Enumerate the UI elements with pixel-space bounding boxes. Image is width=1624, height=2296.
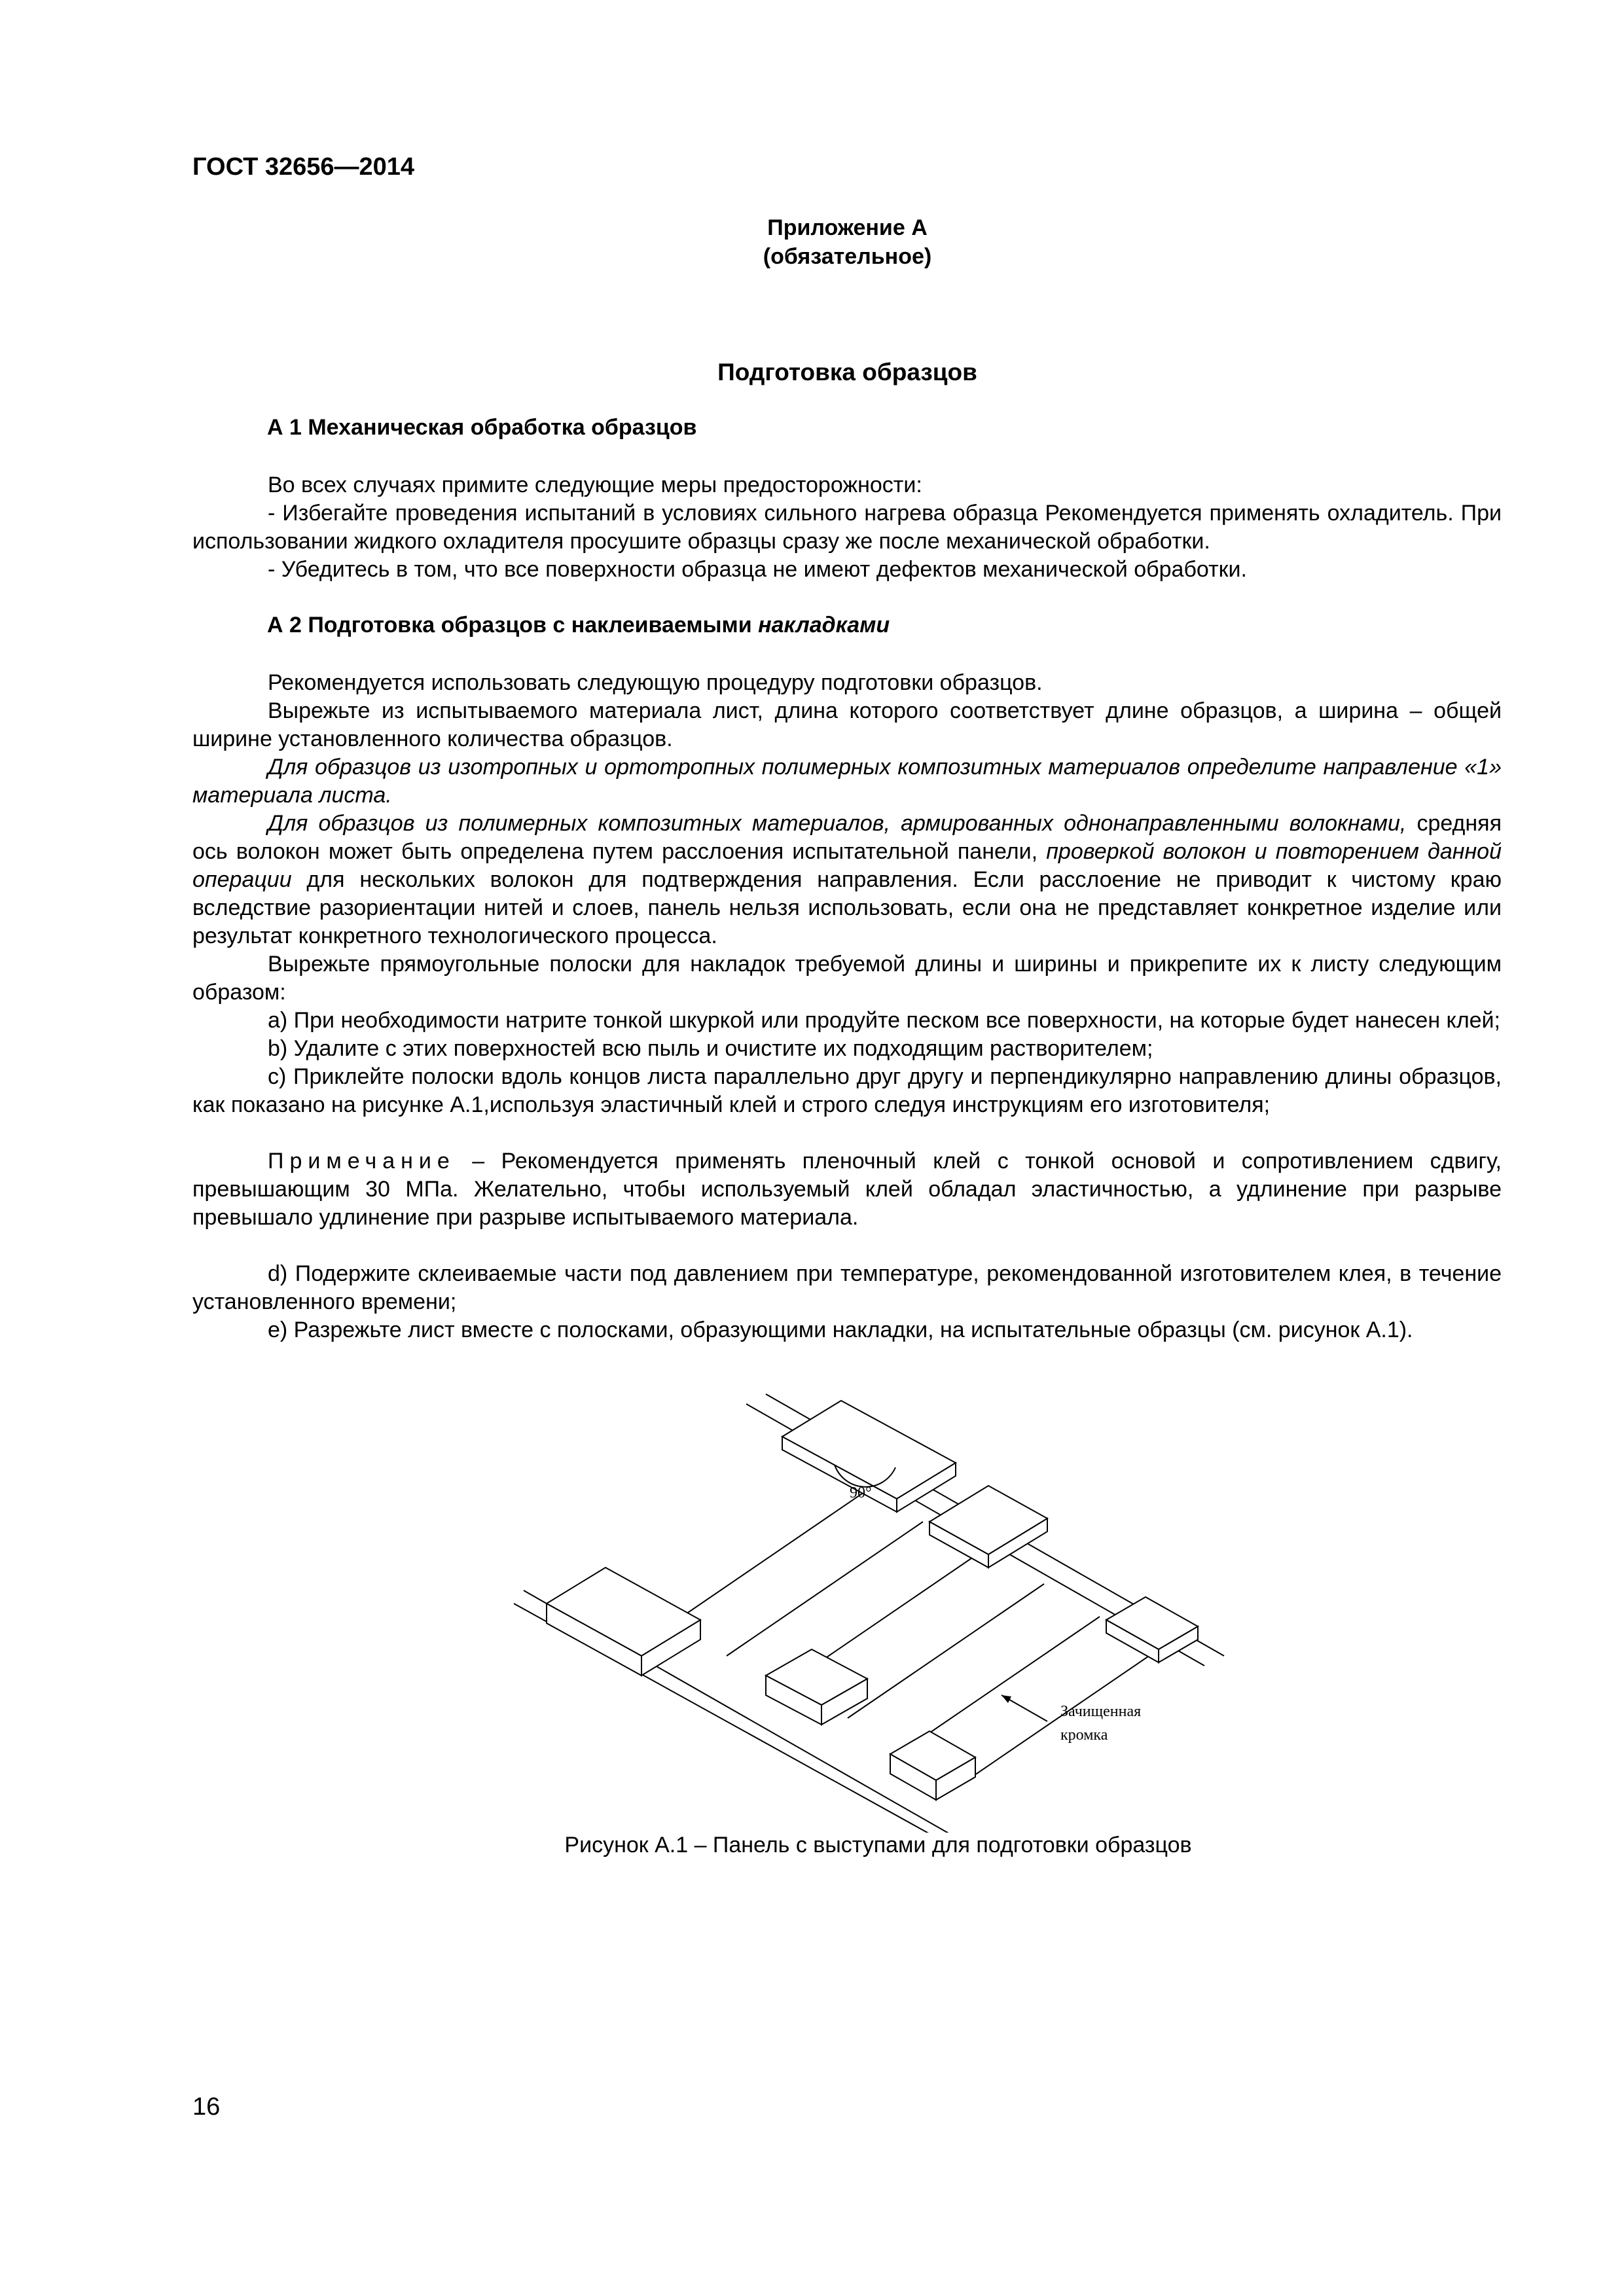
section-a2-body [192,669,1502,1344]
a2-p4-plain-1: средняя ось волокон может быть определена путем расслоения испытательной панели, [192,811,1502,864]
a1-intro: Во всех случаях примите следующие меры предосторожности: [268,473,922,497]
a2-note [192,1147,1502,1232]
a2-paragraph-5: Вырежьте прямоугольные полоски для накладок требуемой длины и ширины и прикрепите их к листу следующим образом: [192,952,1502,1005]
appendix-title: Приложение А [767,215,928,240]
a2-paragraph-3: Для образцов из изотропных и ортотропных полимерных композитных материалов определите направление «1» материала листа. [192,755,1502,808]
a1-item-1: - Избегайте проведения испытаний в условиях сильного нагрева образца Рекомендуется применять охладитель. При использовании жидкого охладителя просушите образцы сразу же после механической обработки. [192,501,1502,554]
a2-paragraph-4 [192,810,1502,950]
a2-heading-plain: А 2 Подготовка образцов с наклеиваемыми [267,613,759,637]
a2-step-c: c) Приклейте полоски вдоль концов листа параллельно друг другу и перпендикулярно направлению длины образцов, как показано на рисунке А.1,используя эластичный клей и строго следуя инструкциям его изготовителя; [192,1064,1502,1117]
document-id: ГОСТ 32656—2014 [192,153,415,181]
angle-label: 90° [850,1484,872,1501]
section-a1-heading: А 1 Механическая обработка образцов [267,415,697,440]
edge-pointer-arrowhead [1001,1695,1011,1703]
a2-p4-italic-2: проверкой волокон и повторением данной операции [192,839,1502,892]
figure-panel-diagram [511,1388,1270,1833]
figure-caption: Рисунок А.1 – Панель с выступами для подготовки образцов [564,1833,1192,1857]
main-title: Подготовка образцов [717,359,977,386]
section-a2-heading [267,613,890,638]
appendix-status: (обязательное) [763,244,932,269]
a2-paragraph-1: Рекомендуется использовать следующую процедуру подготовки образцов. [268,670,1043,695]
a2-p4-italic: Для образцов из полимерных композитных материалов, армированных однонаправленными волокнами, [268,811,1407,836]
edge-label-line-2: кромка [1060,1727,1108,1744]
a2-step-b: b) Удалите с этих поверхностей всю пыль и очистите их подходящим растворителем; [268,1036,1153,1061]
a2-heading-italic: накладками [758,613,890,637]
a2-paragraph-2: Вырежьте из испытываемого материала лист, длина которого соответствует длине образцов, а ширина – общей ширине установленного количества образцов. [192,698,1502,751]
note-label: Примечание [268,1149,456,1174]
a1-item-2: - Убедитесь в том, что все поверхности образца не имеют дефектов механической обработки. [268,557,1247,582]
a2-p4-plain-2: для нескольких волокон для подтверждения направления. Если расслоение не приводит к чистому краю вследствие разориентации нитей и слоев, панель нельзя использовать, если она не представляет конкретное изделие или результат конкретного технологического процесса. [192,867,1502,948]
page-number: 16 [192,2093,221,2121]
a2-step-a: а) При необходимости натрите тонкой шкуркой или продуйте песком все поверхности, на которые будет нанесен клей; [268,1008,1500,1033]
section-a1-body [192,471,1502,584]
a2-step-e: e) Разрежьте лист вместе с полосками, образующими накладки, на испытательные образцы (см. рисунок А.1). [268,1318,1413,1342]
a2-step-d: d) Подержите склеиваемые части под давлением при температуре, рекомендованной изготовителем клея, в течение установленного времени; [192,1261,1502,1314]
note-text: – Рекомендуется применять пленочный клей с тонкой основой и сопротивлением сдвигу, превышающим 30 МПа. Желательно, чтобы используемый клей обладал эластичностью, а удлинение при разрыве превышало удлинение при разрыве испытываемого материала. [192,1149,1502,1230]
edge-label-line-1: Зачищенная [1060,1703,1142,1720]
